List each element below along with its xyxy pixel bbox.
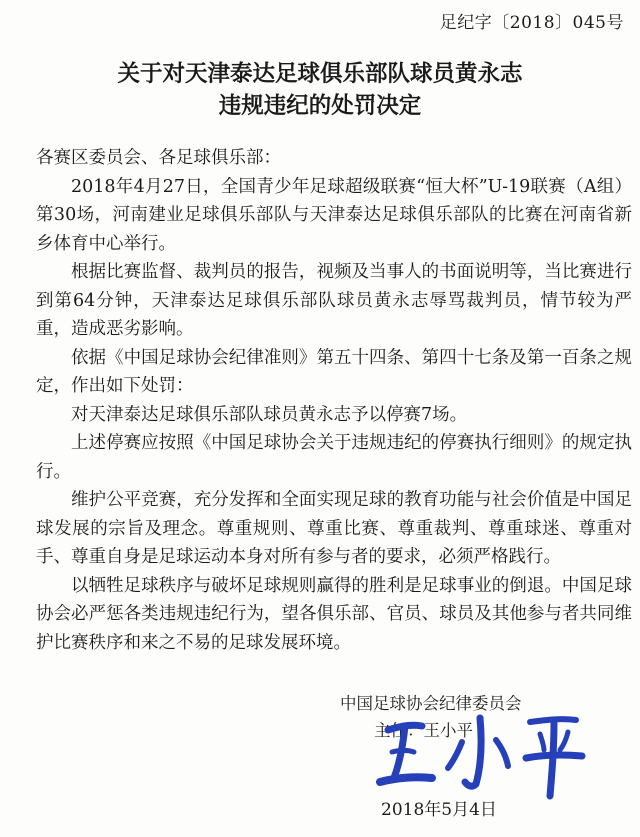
signature-date: 2018年5月4日 <box>381 800 497 820</box>
paragraph-penalty: 对天津泰达足球俱乐部队球员黄永志予以停赛7场。 <box>71 404 468 425</box>
paragraph-legal-basis: 依据《中国足球协会纪律准则》第五十四条、第四十七条及第一百条之规定，作出如下处罚： <box>36 347 632 396</box>
title-line-1: 关于对天津泰达足球俱乐部队球员黄永志 <box>117 61 523 87</box>
chair-label: 主任：王小平 <box>374 721 473 740</box>
paragraph-execution: 上述停赛应按照《中国足球协会关于违规违纪的停赛执行细则》的规定执行。 <box>36 433 632 482</box>
paragraph-incident: 根据比赛监督、裁判员的报告，视频及当事人的书面说明等，当比赛进行到第64分钟，天津泰达足球俱乐部队球员黄永志辱骂裁判员，情节较为严重，造成恶劣影响。 <box>36 262 632 339</box>
title-line-2: 违规违纪的处罚决定 <box>218 93 422 119</box>
handwritten-signature <box>370 700 610 800</box>
paragraph-match-info: 2018年4月27日，全国青少年足球超级联赛“恒大杯”U-19联赛（A组）第30场，河南建业足球俱乐部队与天津泰达足球俱乐部队的比赛在河南省新乡体育中心举行。 <box>36 176 632 254</box>
document-title <box>0 58 640 122</box>
issuing-organization: 中国足球协会纪律委员会 <box>340 694 522 713</box>
salutation: 各赛区委员会、各足球俱乐部： <box>36 148 281 168</box>
document-number: 足纪字〔2018〕045号 <box>439 13 624 33</box>
document-body <box>36 144 632 657</box>
paragraph-conclusion: 以牺牲足球秩序与破坏足球规则赢得的胜利是足球事业的倒退。中国足球协会必严惩各类违规违纪行为，望各俱乐部、官员、球员及其他参与者共同维护比赛秩序和来之不易的足球发展环境。 <box>36 575 632 653</box>
paragraph-fair-play: 维护公平竞赛，充分发挥和全面实现足球的教育功能与社会价值是中国足球发展的宗旨及理念。尊重规则、尊重比赛、尊重裁判、尊重球迷、尊重对手、尊重自身是足球运动本身对所有参与者的要求，必须严格践行。 <box>36 490 632 567</box>
